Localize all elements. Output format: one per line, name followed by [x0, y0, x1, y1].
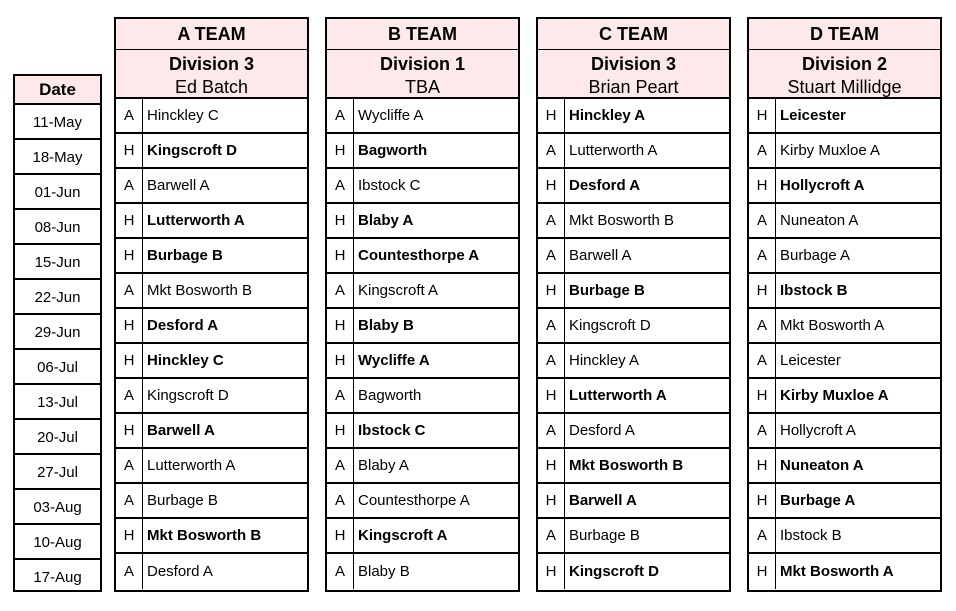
opponent-name: Nuneaton A: [780, 212, 859, 229]
team-column-b: [325, 17, 520, 592]
team-name: B TEAM: [327, 19, 518, 50]
fixture-row: [538, 379, 729, 414]
opponent-name: Hinckley C: [147, 107, 219, 124]
home-away-indicator: H: [749, 99, 776, 132]
home-away-indicator: A: [749, 414, 776, 447]
opponent-name: Countesthorpe A: [358, 492, 470, 509]
home-away-indicator: H: [749, 484, 776, 517]
opponent-name: Kingscroft A: [358, 527, 448, 544]
fixture-row: [749, 554, 940, 589]
home-away-indicator: A: [749, 239, 776, 272]
home-away-indicator: A: [327, 484, 354, 517]
home-away-indicator: A: [749, 134, 776, 167]
opponent-name: Kingscroft D: [569, 317, 651, 334]
home-away-indicator: A: [116, 169, 143, 202]
opponent-name: Kingscroft D: [569, 563, 659, 580]
opponent-name: Wycliffe A: [358, 352, 430, 369]
team-name: C TEAM: [538, 19, 729, 50]
home-away-indicator: H: [749, 554, 776, 589]
fixture-row: [116, 134, 307, 169]
home-away-indicator: H: [327, 309, 354, 342]
fixture-row: [538, 484, 729, 519]
home-away-indicator: A: [749, 344, 776, 377]
opponent-name: Kirby Muxloe A: [780, 387, 889, 404]
date-cell: 27-Jul: [15, 455, 100, 490]
date-column: [13, 74, 102, 592]
fixture-row: [538, 274, 729, 309]
opponent-name: Kirby Muxloe A: [780, 142, 881, 159]
opponent-name: Barwell A: [569, 492, 637, 509]
home-away-indicator: H: [327, 519, 354, 552]
opponent-name: Burbage A: [780, 247, 851, 264]
fixture-row: [327, 344, 518, 379]
home-away-indicator: H: [327, 134, 354, 167]
fixture-list: [749, 99, 940, 589]
fixture-row: [116, 99, 307, 134]
division-name: Division 2: [749, 50, 940, 77]
fixture-list: [116, 99, 307, 589]
home-away-indicator: H: [538, 169, 565, 202]
fixture-row: [749, 344, 940, 379]
date-cell: 06-Jul: [15, 350, 100, 385]
home-away-indicator: A: [538, 519, 565, 552]
home-away-indicator: H: [749, 379, 776, 412]
team-name: D TEAM: [749, 19, 940, 50]
date-cell: 11-May: [15, 105, 100, 140]
opponent-name: Blaby B: [358, 317, 414, 334]
fixture-row: [327, 204, 518, 239]
fixture-row: [116, 414, 307, 449]
home-away-indicator: A: [538, 134, 565, 167]
home-away-indicator: H: [327, 414, 354, 447]
fixture-row: [116, 449, 307, 484]
fixture-row: [116, 519, 307, 554]
home-away-indicator: H: [538, 379, 565, 412]
fixture-row: [327, 519, 518, 554]
captain-name: Ed Batch: [116, 77, 307, 99]
home-away-indicator: H: [116, 134, 143, 167]
fixture-row: [116, 309, 307, 344]
fixture-row: [749, 239, 940, 274]
opponent-name: Kingscroft A: [358, 282, 439, 299]
fixture-row: [538, 134, 729, 169]
fixture-row: [749, 204, 940, 239]
fixture-row: [749, 414, 940, 449]
opponent-name: Ibstock C: [358, 177, 421, 194]
opponent-name: Countesthorpe A: [358, 247, 480, 264]
home-away-indicator: A: [116, 99, 143, 132]
team-column-a: [114, 17, 309, 592]
home-away-indicator: A: [538, 344, 565, 377]
fixture-row: [749, 134, 940, 169]
opponent-name: Blaby B: [358, 563, 410, 580]
opponent-name: Barwell A: [147, 177, 210, 194]
home-away-indicator: A: [327, 379, 354, 412]
fixture-row: [538, 519, 729, 554]
division-name: Division 3: [538, 50, 729, 77]
fixture-row: [749, 169, 940, 204]
opponent-name: Bagworth: [358, 387, 422, 404]
date-cell: 22-Jun: [15, 280, 100, 315]
fixture-row: [116, 484, 307, 519]
opponent-name: Mkt Bosworth A: [780, 317, 885, 334]
home-away-indicator: A: [116, 554, 143, 589]
opponent-name: Barwell A: [569, 247, 632, 264]
fixture-row: [749, 449, 940, 484]
fixture-row: [116, 554, 307, 589]
opponent-name: Burbage B: [147, 492, 218, 509]
date-cell: 13-Jul: [15, 385, 100, 420]
opponent-name: Lutterworth A: [569, 142, 658, 159]
opponent-name: Hinckley A: [569, 352, 640, 369]
date-header: Date: [15, 76, 100, 105]
home-away-indicator: H: [116, 414, 143, 447]
fixture-row: [538, 554, 729, 589]
opponent-name: Burbage A: [780, 492, 856, 509]
home-away-indicator: A: [116, 484, 143, 517]
date-cell: 10-Aug: [15, 525, 100, 560]
fixture-row: [116, 344, 307, 379]
fixture-row: [116, 204, 307, 239]
fixture-row: [327, 379, 518, 414]
date-cell: 15-Jun: [15, 245, 100, 280]
fixture-row: [327, 274, 518, 309]
opponent-name: Nuneaton A: [780, 457, 864, 474]
opponent-name: Desford A: [147, 563, 213, 580]
fixture-row: [327, 134, 518, 169]
fixture-row: [538, 309, 729, 344]
opponent-name: Mkt Bosworth B: [147, 527, 262, 544]
fixture-row: [538, 239, 729, 274]
fixture-row: [116, 274, 307, 309]
home-away-indicator: H: [327, 204, 354, 237]
home-away-indicator: H: [327, 344, 354, 377]
captain-name: Stuart Millidge: [749, 77, 940, 99]
home-away-indicator: H: [116, 309, 143, 342]
fixture-row: [327, 169, 518, 204]
fixture-list: [327, 99, 518, 589]
division-name: Division 1: [327, 50, 518, 77]
fixture-row: [538, 204, 729, 239]
home-away-indicator: A: [116, 449, 143, 482]
home-away-indicator: H: [538, 554, 565, 589]
fixture-row: [749, 379, 940, 414]
fixture-row: [327, 309, 518, 344]
home-away-indicator: A: [327, 554, 354, 589]
captain-name: Brian Peart: [538, 77, 729, 99]
opponent-name: Bagworth: [358, 142, 428, 159]
fixture-row: [538, 169, 729, 204]
opponent-name: Ibstock C: [358, 422, 426, 439]
date-list: [15, 105, 100, 595]
opponent-name: Blaby A: [358, 457, 409, 474]
opponent-name: Desford A: [569, 422, 635, 439]
opponent-name: Mkt Bosworth B: [147, 282, 253, 299]
fixture-row: [116, 169, 307, 204]
division-name: Division 3: [116, 50, 307, 77]
captain-name: TBA: [327, 77, 518, 99]
opponent-name: Wycliffe A: [358, 107, 424, 124]
date-cell: 01-Jun: [15, 175, 100, 210]
opponent-name: Hinckley C: [147, 352, 224, 369]
home-away-indicator: A: [327, 169, 354, 202]
opponent-name: Hollycroft A: [780, 422, 856, 439]
home-away-indicator: H: [749, 449, 776, 482]
opponent-name: Ibstock B: [780, 527, 842, 544]
opponent-name: Burbage B: [569, 282, 645, 299]
fixture-row: [538, 414, 729, 449]
home-away-indicator: H: [538, 449, 565, 482]
home-away-indicator: H: [749, 169, 776, 202]
fixture-list: [538, 99, 729, 589]
fixture-row: [116, 379, 307, 414]
home-away-indicator: H: [538, 274, 565, 307]
fixture-row: [327, 554, 518, 589]
opponent-name: Leicester: [780, 107, 846, 124]
opponent-name: Lutterworth A: [147, 212, 245, 229]
home-away-indicator: H: [538, 484, 565, 517]
date-cell: 08-Jun: [15, 210, 100, 245]
opponent-name: Lutterworth A: [569, 387, 667, 404]
date-cell: 17-Aug: [33, 569, 82, 586]
date-cell: 18-May: [15, 140, 100, 175]
home-away-indicator: A: [749, 204, 776, 237]
home-away-indicator: H: [327, 239, 354, 272]
fixture-row: [538, 344, 729, 379]
home-away-indicator: A: [538, 239, 565, 272]
team-column-c: [536, 17, 731, 592]
opponent-name: Hollycroft A: [780, 177, 865, 194]
home-away-indicator: H: [116, 344, 143, 377]
home-away-indicator: H: [116, 239, 143, 272]
fixture-row: [538, 99, 729, 134]
opponent-name: Desford A: [569, 177, 641, 194]
opponent-name: Desford A: [147, 317, 219, 334]
opponent-name: Kingscroft D: [147, 142, 237, 159]
home-away-indicator: H: [749, 274, 776, 307]
home-away-indicator: A: [327, 449, 354, 482]
team-column-d: [747, 17, 942, 592]
fixture-row: [116, 239, 307, 274]
fixture-row: [327, 414, 518, 449]
opponent-name: Mkt Bosworth B: [569, 457, 684, 474]
fixture-row: [749, 519, 940, 554]
home-away-indicator: A: [749, 309, 776, 342]
opponent-name: Barwell A: [147, 422, 215, 439]
date-cell: 03-Aug: [15, 490, 100, 525]
opponent-name: Ibstock B: [780, 282, 848, 299]
fixture-row: [327, 239, 518, 274]
date-cell: 29-Jun: [15, 315, 100, 350]
fixture-row: [749, 99, 940, 134]
home-away-indicator: A: [327, 274, 354, 307]
fixture-row: [327, 99, 518, 134]
fixture-row: [749, 274, 940, 309]
home-away-indicator: A: [538, 204, 565, 237]
fixture-row: [749, 309, 940, 344]
home-away-indicator: A: [538, 309, 565, 342]
date-cell: 20-Jul: [15, 420, 100, 455]
opponent-name: Leicester: [780, 352, 841, 369]
opponent-name: Kingscroft D: [147, 387, 229, 404]
opponent-name: Mkt Bosworth B: [569, 212, 675, 229]
home-away-indicator: H: [116, 519, 143, 552]
home-away-indicator: A: [538, 414, 565, 447]
home-away-indicator: A: [327, 99, 354, 132]
home-away-indicator: A: [116, 274, 143, 307]
home-away-indicator: H: [116, 204, 143, 237]
opponent-name: Hinckley A: [569, 107, 646, 124]
fixture-row: [749, 484, 940, 519]
home-away-indicator: H: [538, 99, 565, 132]
fixture-row: [327, 449, 518, 484]
fixture-row: [327, 484, 518, 519]
opponent-name: Burbage B: [569, 527, 640, 544]
opponent-name: Blaby A: [358, 212, 414, 229]
home-away-indicator: A: [749, 519, 776, 552]
opponent-name: Lutterworth A: [147, 457, 236, 474]
fixture-row: [538, 449, 729, 484]
team-name: A TEAM: [116, 19, 307, 50]
opponent-name: Burbage B: [147, 247, 223, 264]
opponent-name: Mkt Bosworth A: [780, 563, 894, 580]
home-away-indicator: A: [116, 379, 143, 412]
